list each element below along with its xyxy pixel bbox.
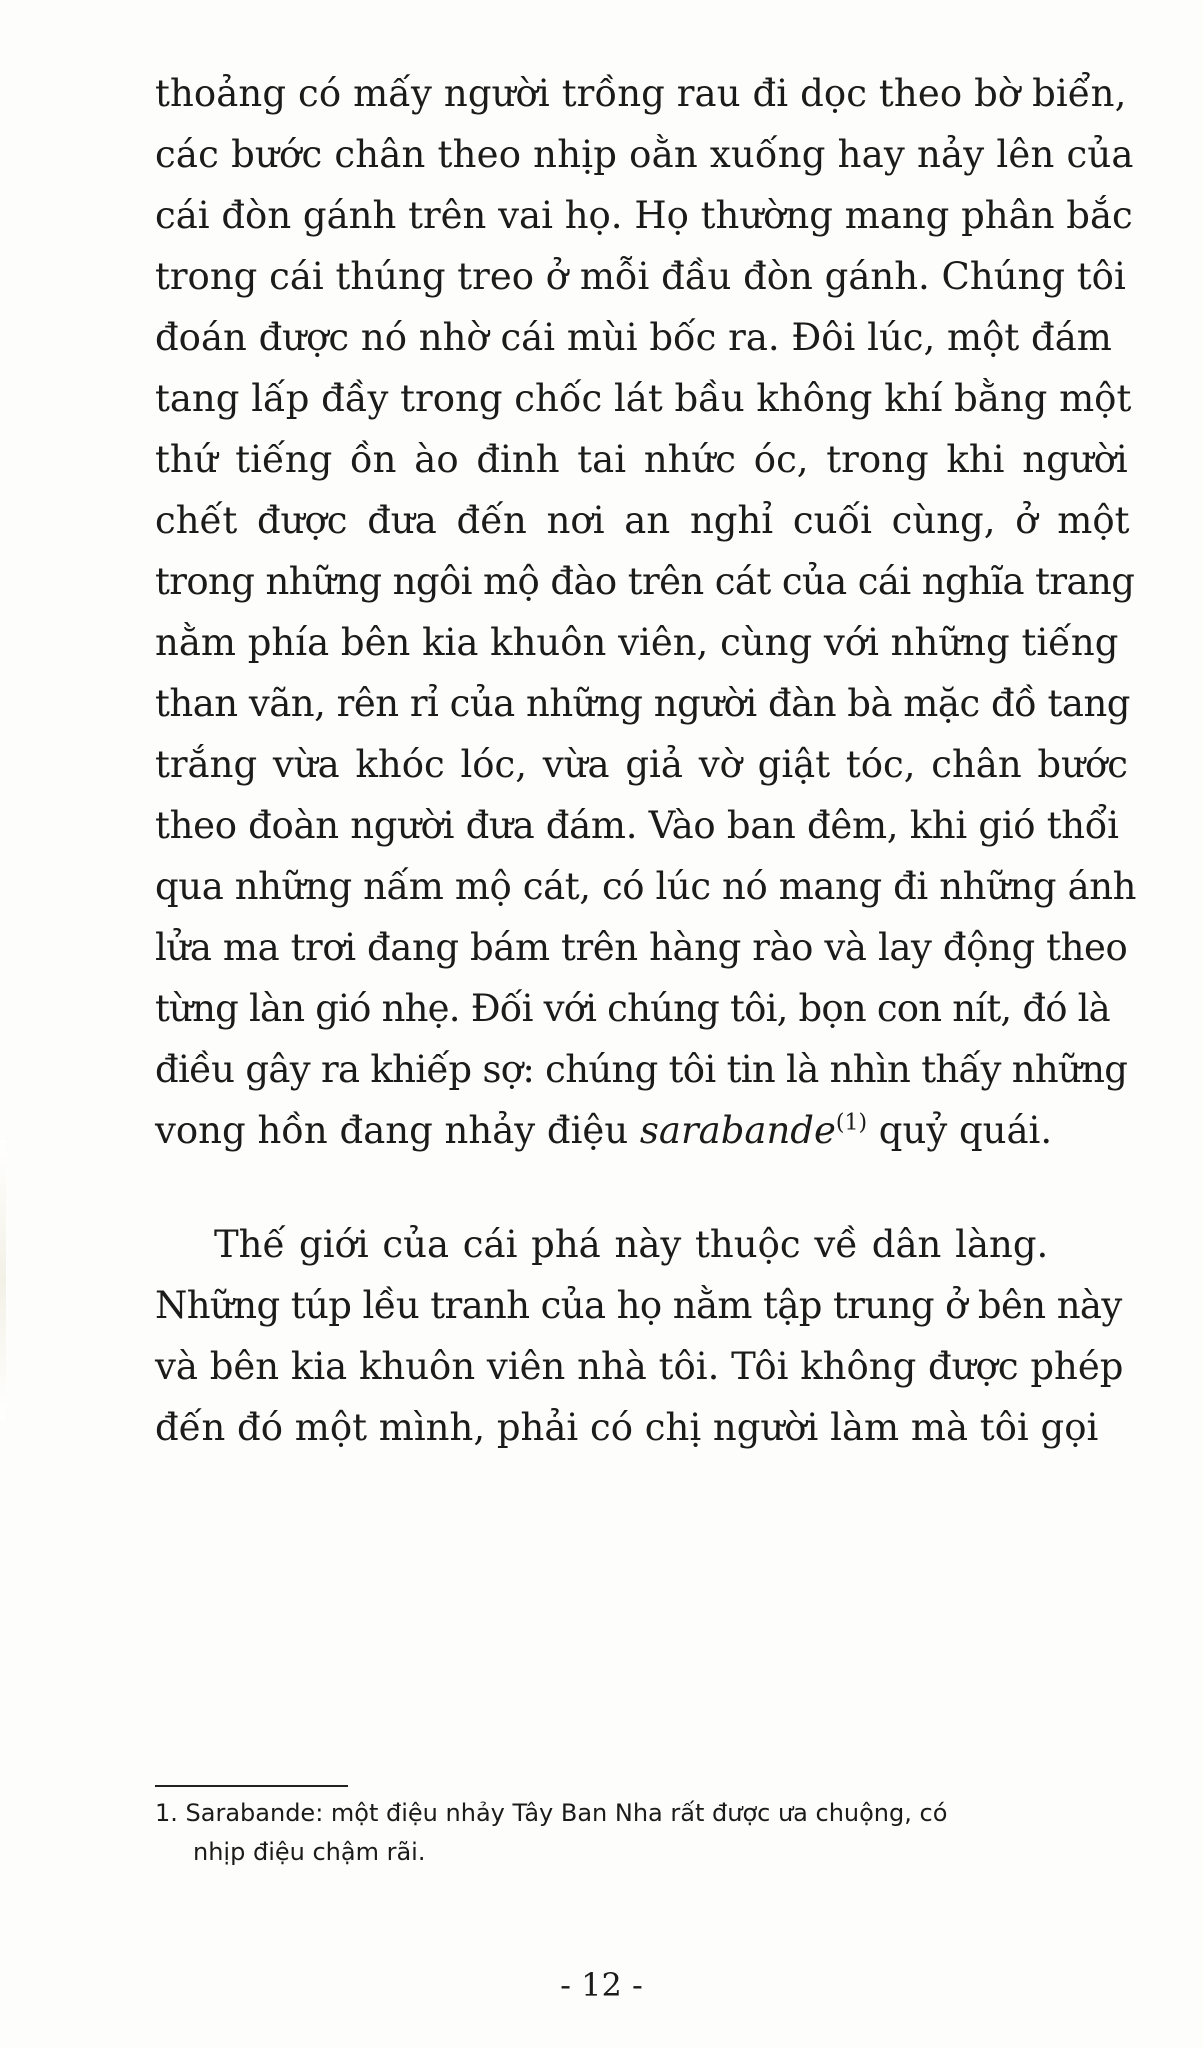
text-line: điều gây ra khiếp sợ: chúng tôi tin là nhìn thấy những [155, 1048, 1128, 1091]
text-line: trong những ngôi mộ đào trên cát của cái nghĩa trang [155, 560, 1135, 603]
text-segment: quỷ quái. [867, 1109, 1053, 1152]
text-line: Những túp lều tranh của họ nằm tập trung ở bên này [155, 1284, 1122, 1327]
text-line: tang lấp đầy trong chốc lát bầu không khí bằng một [155, 377, 1132, 420]
text-line: trắng vừa khóc lóc, vừa giả vờ giật tóc, chân bước [155, 743, 1128, 786]
text-line: từng làn gió nhẹ. Đối với chúng tôi, bọn con nít, đó là [155, 987, 1110, 1030]
text-line: lửa ma trơi đang bám trên hàng rào và lay động theo [155, 926, 1128, 969]
text-line: qua những nấm mộ cát, có lúc nó mang đi những ánh [155, 865, 1137, 908]
footnote-reference: (1) [835, 1110, 868, 1136]
text-line: đoán được nó nhờ cái mùi bốc ra. Đôi lúc, một đám [155, 316, 1112, 359]
text-line: các bước chân theo nhịp oằn xuống hay nảy lên của [155, 133, 1134, 176]
text-line: chết được đưa đến nơi an nghỉ cuối cùng, ở một [155, 499, 1130, 542]
text-line: đến đó một mình, phải có chị người làm mà tôi gọi [155, 1406, 1099, 1449]
italic-term: sarabande [639, 1109, 836, 1152]
paragraph-first-line: Thế giới của cái phá này thuộc về dân làng. [214, 1223, 1049, 1266]
footnote-line: 1. Sarabande: một điệu nhảy Tây Ban Nha rất được ưa chuộng, có [155, 1799, 948, 1827]
page-edge-shadow [0, 1140, 6, 1420]
text-segment: vong hồn đang nhảy điệu [155, 1109, 640, 1152]
text-line: thứ tiếng ồn ào đinh tai nhức óc, trong khi người [155, 438, 1128, 481]
text-line: theo đoàn người đưa đám. Vào ban đêm, khi gió thổi [155, 804, 1119, 847]
text-line: nằm phía bên kia khuôn viên, cùng với những tiếng [155, 621, 1119, 664]
text-line: thoảng có mấy người trồng rau đi dọc theo bờ biển, [155, 72, 1127, 115]
text-line: than vãn, rên rỉ của những người đàn bà mặc đồ tang [155, 682, 1130, 725]
footnote-divider [155, 1785, 348, 1787]
page-number: - 12 - [560, 1966, 643, 2004]
footnote-line: nhịp điệu chậm rãi. [193, 1838, 426, 1866]
text-line: cái đòn gánh trên vai họ. Họ thường mang phân bắc [155, 194, 1133, 237]
text-line: trong cái thúng treo ở mỗi đầu đòn gánh. Chúng tôi [155, 255, 1126, 298]
text-line: và bên kia khuôn viên nhà tôi. Tôi không được phép [155, 1345, 1124, 1388]
text-line-with-footnote-ref [155, 1109, 1085, 1153]
